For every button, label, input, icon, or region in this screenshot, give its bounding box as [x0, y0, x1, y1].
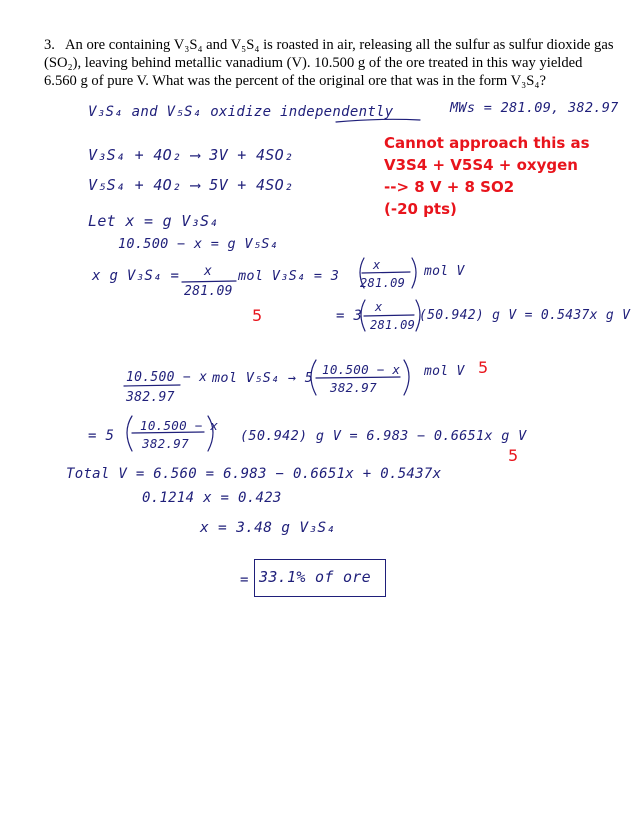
hw-step3-num: 10.500 − x — [126, 370, 208, 385]
hw-step2-rest: (50.942) g V = 0.5437x g V — [419, 308, 631, 323]
hw-reaction-1: V₃S₄ + 4O₂ ⟶ 3V + 4SO₂ — [88, 146, 294, 164]
hw-step2-paren-num: x — [375, 300, 383, 314]
hw-step4-rest: (50.942) g V = 6.983 − 0.6651x g V — [240, 428, 527, 444]
hw-step4-eq: = 5 — [88, 428, 115, 444]
hw-step1-fraction-den: 281.09 — [184, 284, 233, 299]
hw-let-remainder: 10.500 − x = g V₅S₄ — [118, 236, 279, 252]
hw-step3-paren-num: 10.500 − x — [322, 362, 401, 377]
hw-solve-2: x = 3.48 g V₃S₄ — [200, 520, 336, 536]
hw-step3-paren-den: 382.97 — [330, 380, 377, 395]
hw-step2-eq: = 3 — [336, 308, 363, 324]
hw-answer-equals: = — [240, 572, 249, 588]
problem-number: 3. — [44, 37, 55, 53]
grader-comment-line-1: Cannot approach this as — [384, 134, 590, 152]
step4-paren-bar — [132, 432, 204, 433]
hw-step1-paren-den: 281.09 — [360, 276, 406, 290]
hw-solve-1: 0.1214 x = 0.423 — [142, 490, 282, 506]
step3-fraction-bar — [124, 385, 180, 386]
step3-paren-right — [404, 360, 409, 395]
grader-score-a: 5 — [252, 306, 263, 325]
step4-paren-right — [208, 416, 213, 451]
step1-paren-right — [412, 258, 416, 288]
hw-step1-mol: mol V₃S₄ = 3 — [238, 268, 340, 284]
hw-step3-den: 382.97 — [126, 390, 175, 405]
hw-final-answer: 33.1% of ore — [259, 568, 371, 586]
step3-paren-left — [311, 360, 316, 395]
hw-step2-paren-den: 281.09 — [370, 318, 416, 332]
step2-paren-bar — [364, 315, 414, 316]
step1-paren-bar — [362, 272, 410, 273]
hw-step1-left: x g V₃S₄ = — [92, 268, 180, 284]
hw-intro: V₃S₄ and V₅S₄ oxidize independently — [88, 104, 394, 120]
hw-step3-mid: mol V₅S₄ → 5 — [212, 370, 314, 386]
grader-comment-line-2: V3S4 + V5S4 + oxygen — [384, 156, 578, 174]
grader-comment-line-3: --> 8 V + 8 SO2 — [384, 178, 515, 196]
grader-score-b: 5 — [478, 358, 489, 377]
step1-fraction-bar — [182, 281, 236, 282]
step2-paren-right — [416, 300, 420, 331]
hw-step4-paren-num: 10.500 − x — [140, 418, 219, 433]
step3-paren-bar — [316, 377, 400, 378]
hw-step4-paren-den: 382.97 — [142, 436, 189, 451]
step4-paren-left — [127, 416, 132, 451]
grader-comment-line-4: (-20 pts) — [384, 200, 457, 218]
hw-step1-paren-num: x — [373, 258, 381, 272]
hw-step3-mol-v: mol V — [424, 364, 465, 379]
hw-let-x: Let x = g V₃S₄ — [88, 212, 219, 230]
hw-molar-masses: MWs = 281.09, 382.97 — [450, 100, 619, 116]
intro-underline — [336, 119, 420, 122]
hw-step1-mol-v: mol V — [424, 264, 465, 279]
hw-reaction-2: V₅S₄ + 4O₂ ⟶ 5V + 4SO₂ — [88, 176, 294, 194]
hw-total-v: Total V = 6.560 = 6.983 − 0.6651x + 0.5437x — [66, 466, 442, 482]
grader-score-c: 5 — [508, 446, 519, 465]
problem-text: An ore containing V₃S₄ and V₅S₄ is roasted in air, releasing all the sulfur as sulfur dioxide gas (SO₂), leaving behind metallic vanadium (V). 10.500 g of the ore treated in this way yielded 6.560 g of pure V. What was the percent of the original ore that was in the form V₃S₄? — [44, 37, 614, 89]
hw-step1-fraction-num: x — [204, 264, 213, 279]
